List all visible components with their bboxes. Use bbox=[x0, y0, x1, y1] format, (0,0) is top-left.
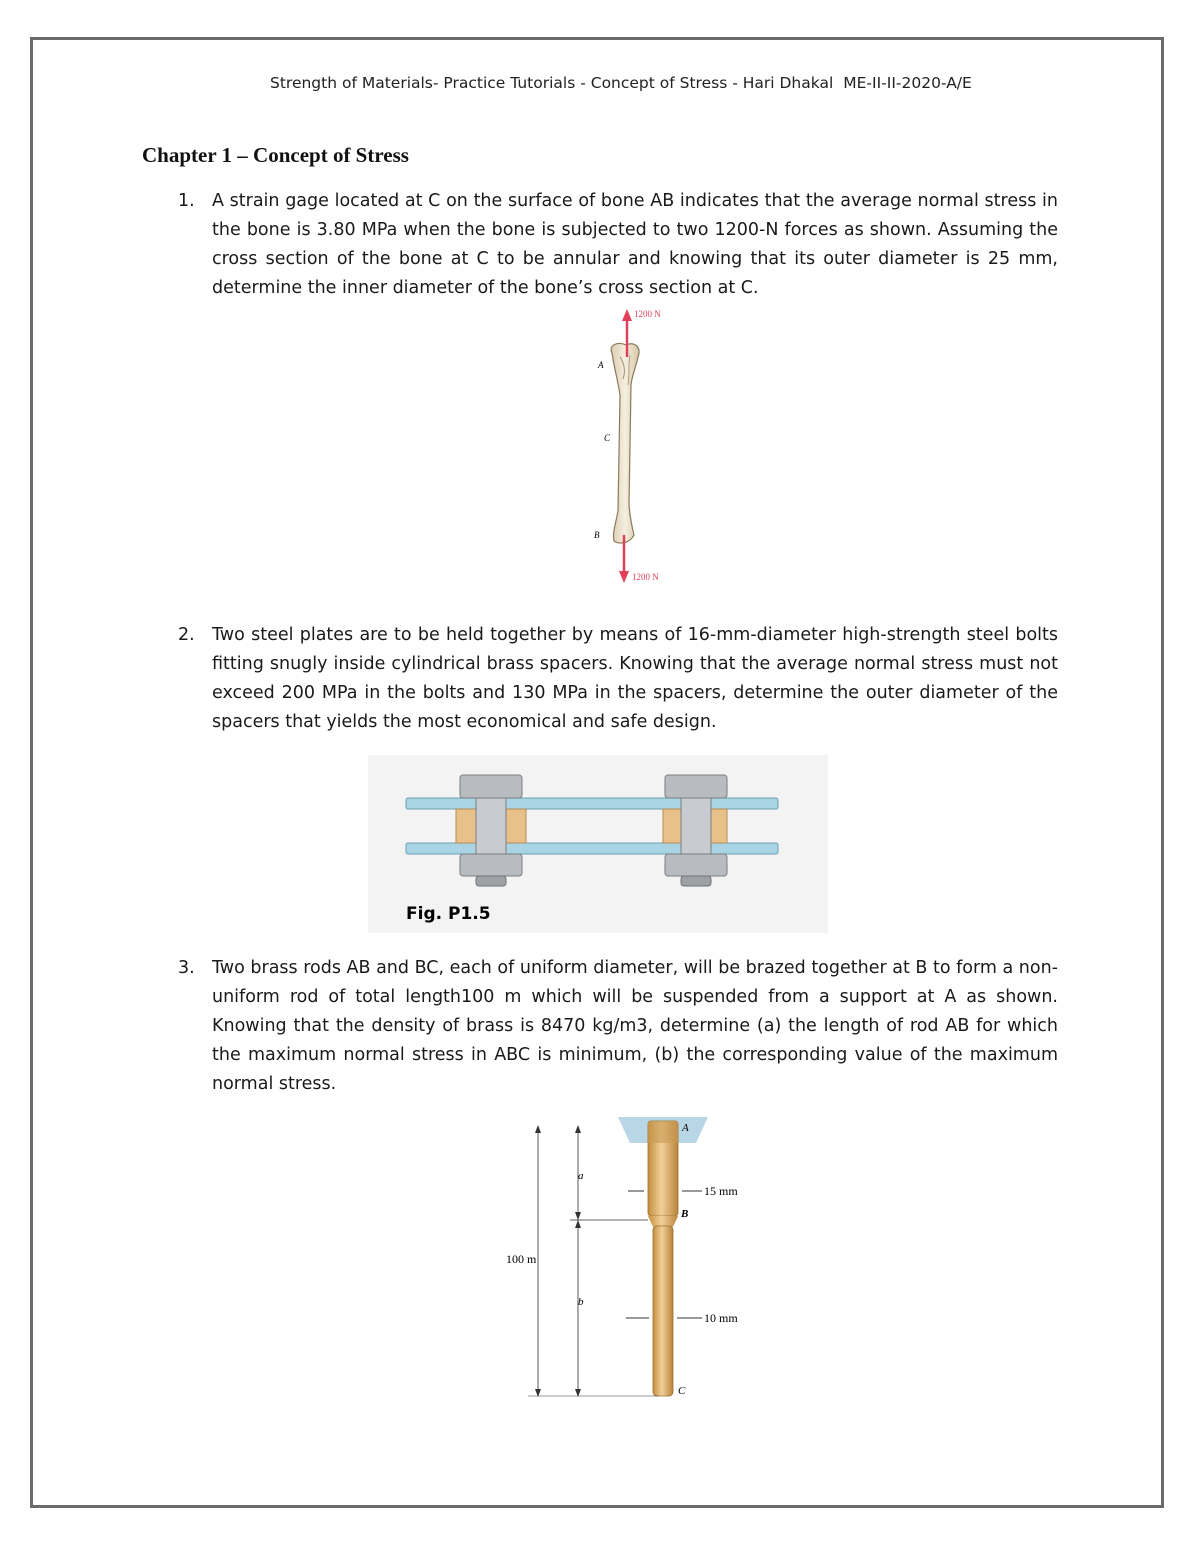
label-b: B bbox=[594, 530, 600, 540]
problem-number: 2. bbox=[178, 625, 195, 645]
right-bolt-head bbox=[665, 775, 727, 798]
problem-text: A strain gage located at C on the surface of bone AB indicates that the average normal stress in the bone is 3.80 MPa when the bone is subjected to two 1200-N forces as shown. Assuming the cross section of the bone at C to be annular and knowing that its outer diameter is 25 mm, determine the inner diameter of the bone’s cross section at C. bbox=[212, 191, 1058, 298]
problem-text: Two steel plates are to be held together by means of 16-mm-diameter high-strength steel bolts fitting snugly inside cylindrical brass spacers. Knowing that the average normal stress must not exceed 200 MPa in the bolts and 130 MPa in the spacers, determine the outer diameter of the spacers that yields the most economical and safe design. bbox=[212, 625, 1058, 732]
rod-label-c: C bbox=[678, 1385, 686, 1397]
course-code: ME-II-II-2020-A/E bbox=[843, 74, 972, 92]
problem-1 bbox=[178, 187, 1058, 303]
figure-caption: Fig. P1.5 bbox=[406, 904, 491, 924]
problem-2 bbox=[178, 621, 1058, 737]
label-a: A bbox=[598, 360, 604, 370]
brass-rod-figure bbox=[498, 1105, 763, 1405]
top-plate bbox=[406, 798, 778, 809]
problem-number: 3. bbox=[178, 958, 195, 978]
running-header bbox=[270, 74, 972, 92]
left-bolt-head bbox=[460, 775, 522, 798]
left-bolt-assembly bbox=[456, 775, 526, 886]
right-bolt-assembly bbox=[663, 775, 727, 886]
bone-shape bbox=[611, 343, 639, 543]
problem-number: 1. bbox=[178, 191, 195, 211]
bolted-plates-figure bbox=[368, 755, 828, 933]
rod-bc bbox=[653, 1226, 673, 1396]
problem-text: Two brass rods AB and BC, each of uniform diameter, will be brazed together at B to form a non- uniform rod of total length100 m which will be suspended from a support at A as shown. Knowing that the density of brass is 8470 kg/m3, determine (a) the length of rod AB for which the maximum normal stress in ABC is minimum, (b) the corresponding value of the maximum normal stress. bbox=[212, 958, 1058, 1094]
running-title: Strength of Materials- Practice Tutorials - Concept of Stress - Hari Dhakal bbox=[270, 74, 834, 92]
label-c: C bbox=[604, 433, 611, 443]
right-nut bbox=[665, 854, 727, 876]
rod-label-b: B bbox=[681, 1208, 689, 1220]
force-label-bottom: 1200 N bbox=[632, 572, 659, 582]
total-length-label: 100 m bbox=[506, 1252, 537, 1266]
left-nut bbox=[460, 854, 522, 876]
segment-b-label: b bbox=[578, 1296, 584, 1308]
bone-figure bbox=[560, 305, 690, 590]
force-label-top: 1200 N bbox=[634, 309, 661, 319]
upper-diameter-label: 15 mm bbox=[704, 1184, 738, 1198]
problem-3 bbox=[178, 954, 1058, 1099]
rod-label-a: A bbox=[682, 1122, 689, 1134]
segment-a-label: a bbox=[578, 1170, 584, 1182]
chapter-title: Chapter 1 – Concept of Stress bbox=[142, 143, 409, 167]
lower-diameter-label: 10 mm bbox=[704, 1311, 738, 1325]
bottom-plate bbox=[406, 843, 778, 854]
